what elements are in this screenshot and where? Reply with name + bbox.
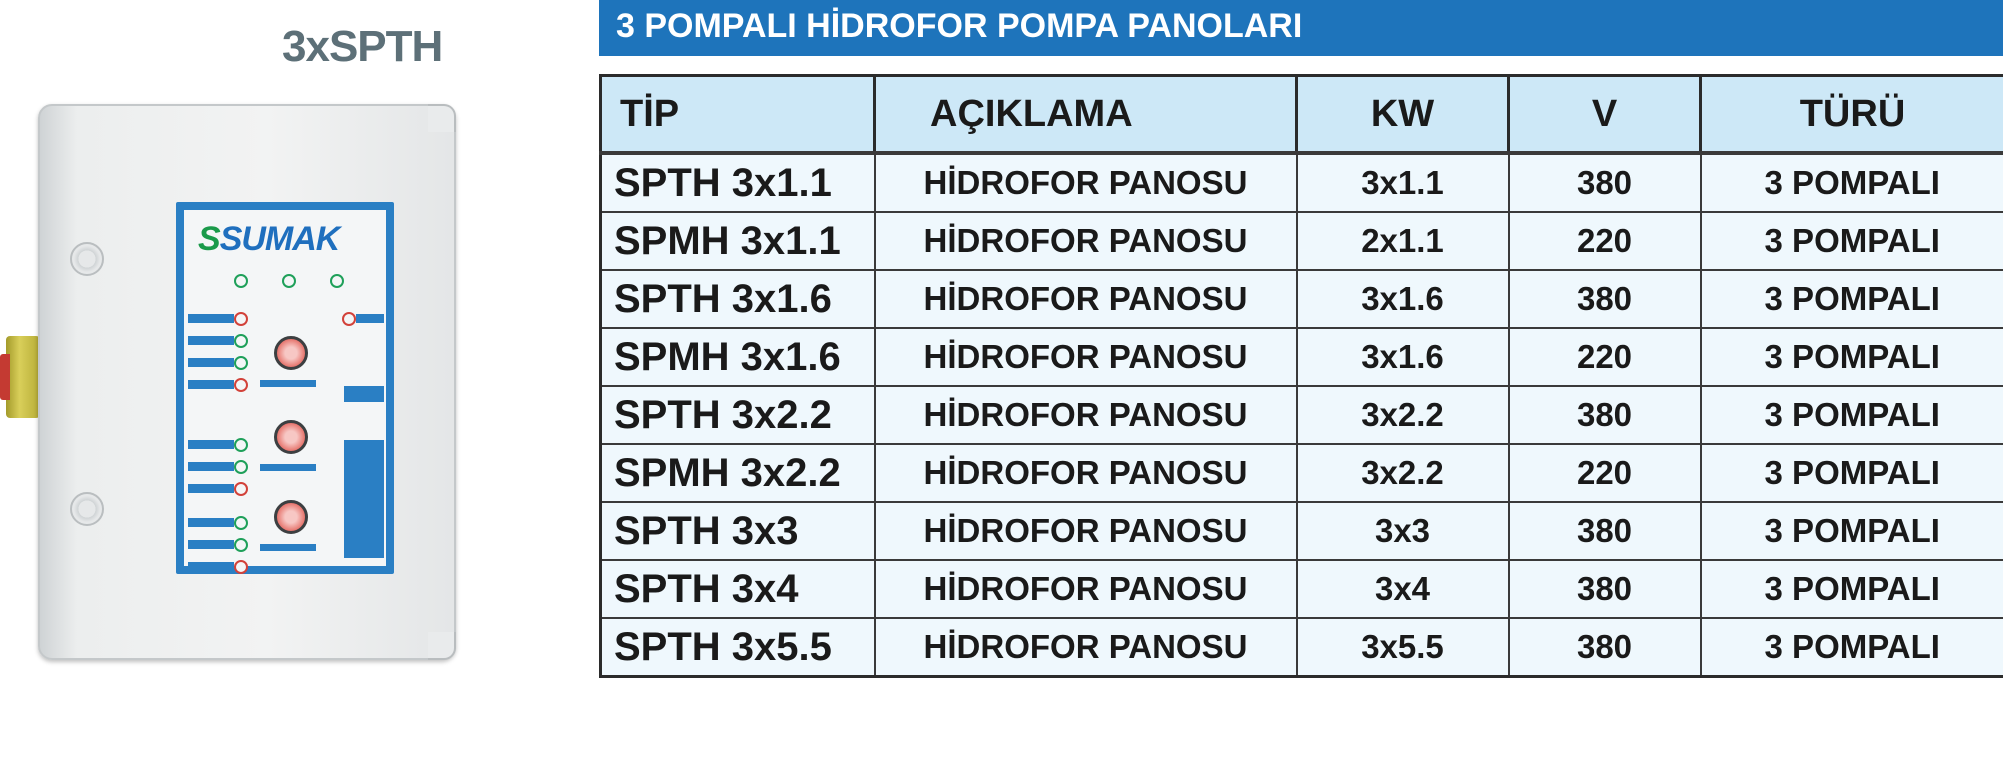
cell-tip: SPMH 3x1.1: [601, 212, 875, 270]
phase-lamp-icon: [234, 274, 248, 288]
cell-v: 380: [1509, 153, 1701, 212]
cell-aciklama: HİDROFOR PANOSU: [875, 444, 1297, 502]
screw-icon: [70, 492, 104, 526]
fault-lamp-icon: [234, 378, 248, 392]
table-row: [601, 444, 2003, 502]
cell-tip: SPMH 3x1.6: [601, 328, 875, 386]
cell-turu: 3 POMPALI: [1701, 153, 2003, 212]
cell-turu: 3 POMPALI: [1701, 618, 2003, 677]
cell-kw: 3x1.6: [1297, 328, 1509, 386]
corner-cap: [428, 104, 456, 132]
cell-aciklama: HİDROFOR PANOSU: [875, 212, 1297, 270]
table-row: [601, 502, 2003, 560]
cell-v: 380: [1509, 618, 1701, 677]
cell-tip: SPTH 3x3: [601, 502, 875, 560]
cell-aciklama: HİDROFOR PANOSU: [875, 560, 1297, 618]
indicator-tag: [188, 440, 234, 449]
cell-aciklama: HİDROFOR PANOSU: [875, 270, 1297, 328]
status-lamp-icon: [234, 538, 248, 552]
cell-aciklama: HİDROFOR PANOSU: [875, 386, 1297, 444]
column-header-v: V: [1509, 76, 1701, 154]
cell-aciklama: HİDROFOR PANOSU: [875, 618, 1297, 677]
cell-tip: SPTH 3x2.2: [601, 386, 875, 444]
indicator-tag: [188, 336, 234, 345]
table-row: [601, 212, 2003, 270]
indicator-tag: [188, 314, 234, 323]
pump-switch-icon: [274, 500, 308, 534]
cell-turu: 3 POMPALI: [1701, 386, 2003, 444]
brand-logo: [198, 220, 339, 259]
cell-kw: 3x2.2: [1297, 386, 1509, 444]
cell-turu: 3 POMPALI: [1701, 560, 2003, 618]
cell-tip: SPTH 3x1.1: [601, 153, 875, 212]
section-header: 3 POMPALI HİDROFOR POMPA PANOLARI: [599, 0, 2003, 56]
knob-label: [260, 464, 316, 471]
product-image: [0, 100, 470, 660]
phase-lamp-icon: [330, 274, 344, 288]
cell-kw: 3x1.6: [1297, 270, 1509, 328]
fault-lamp-icon: [234, 482, 248, 496]
table-row: [601, 328, 2003, 386]
cell-turu: 3 POMPALI: [1701, 502, 2003, 560]
cell-turu: 3 POMPALI: [1701, 270, 2003, 328]
cell-tip: SPMH 3x2.2: [601, 444, 875, 502]
cell-turu: 3 POMPALI: [1701, 328, 2003, 386]
control-panel: [176, 202, 394, 574]
table-row: [601, 270, 2003, 328]
pump-switch-icon: [274, 336, 308, 370]
fault-lamp-icon: [234, 560, 248, 574]
indicator-tag: [188, 380, 234, 389]
fault-lamp-icon: [342, 312, 356, 326]
cell-tip: SPTH 3x1.6: [601, 270, 875, 328]
corner-cap: [428, 632, 456, 660]
cell-v: 380: [1509, 386, 1701, 444]
cell-turu: 3 POMPALI: [1701, 444, 2003, 502]
status-lamp-icon: [234, 460, 248, 474]
cell-kw: 3x3: [1297, 502, 1509, 560]
indicator-tag: [356, 314, 384, 323]
column-header-tip: TİP: [601, 76, 875, 154]
column-header-kw: KW: [1297, 76, 1509, 154]
cell-kw: 3x5.5: [1297, 618, 1509, 677]
column-header-aciklama: AÇIKLAMA: [875, 76, 1297, 154]
cell-v: 380: [1509, 502, 1701, 560]
status-lamp-icon: [234, 516, 248, 530]
table-row: [601, 560, 2003, 618]
enclosure: [38, 104, 456, 660]
indicator-tag: [188, 540, 234, 549]
status-lamp-icon: [234, 334, 248, 348]
cell-aciklama: HİDROFOR PANOSU: [875, 328, 1297, 386]
product-table: [599, 74, 2003, 678]
cell-kw: 3x4: [1297, 560, 1509, 618]
knob-label: [260, 380, 316, 387]
cell-v: 220: [1509, 212, 1701, 270]
indicator-tag: [188, 462, 234, 471]
kw-selector-strip: [344, 440, 384, 558]
table-row: [601, 618, 2003, 677]
indicator-tag: [188, 562, 234, 571]
cell-turu: 3 POMPALI: [1701, 212, 2003, 270]
pump-switch-icon: [274, 420, 308, 454]
cell-kw: 3x1.1: [1297, 153, 1509, 212]
voltage-tag: [344, 386, 384, 402]
status-lamp-icon: [234, 438, 248, 452]
cell-v: 380: [1509, 270, 1701, 328]
table-row: [601, 153, 2003, 212]
phase-lamp-icon: [282, 274, 296, 288]
brand-name: SUMAK: [219, 220, 340, 258]
cell-aciklama: HİDROFOR PANOSU: [875, 153, 1297, 212]
cell-aciklama: HİDROFOR PANOSU: [875, 502, 1297, 560]
fault-lamp-icon: [234, 312, 248, 326]
screw-icon: [70, 242, 104, 276]
indicator-tag: [188, 484, 234, 493]
cell-v: 380: [1509, 560, 1701, 618]
cell-tip: SPTH 3x4: [601, 560, 875, 618]
cell-tip: SPTH 3x5.5: [601, 618, 875, 677]
table-header-row: [601, 76, 2003, 154]
cell-kw: 3x2.2: [1297, 444, 1509, 502]
indicator-tag: [188, 518, 234, 527]
cell-kw: 2x1.1: [1297, 212, 1509, 270]
cell-v: 220: [1509, 328, 1701, 386]
cable-gland: [6, 336, 40, 418]
column-header-turu: TÜRÜ: [1701, 76, 2003, 154]
status-lamp-icon: [234, 356, 248, 370]
table-row: [601, 386, 2003, 444]
knob-label: [260, 544, 316, 551]
model-title: 3xSPTH: [282, 22, 443, 71]
logo-mark-icon: S: [198, 220, 220, 258]
cell-v: 220: [1509, 444, 1701, 502]
indicator-tag: [188, 358, 234, 367]
